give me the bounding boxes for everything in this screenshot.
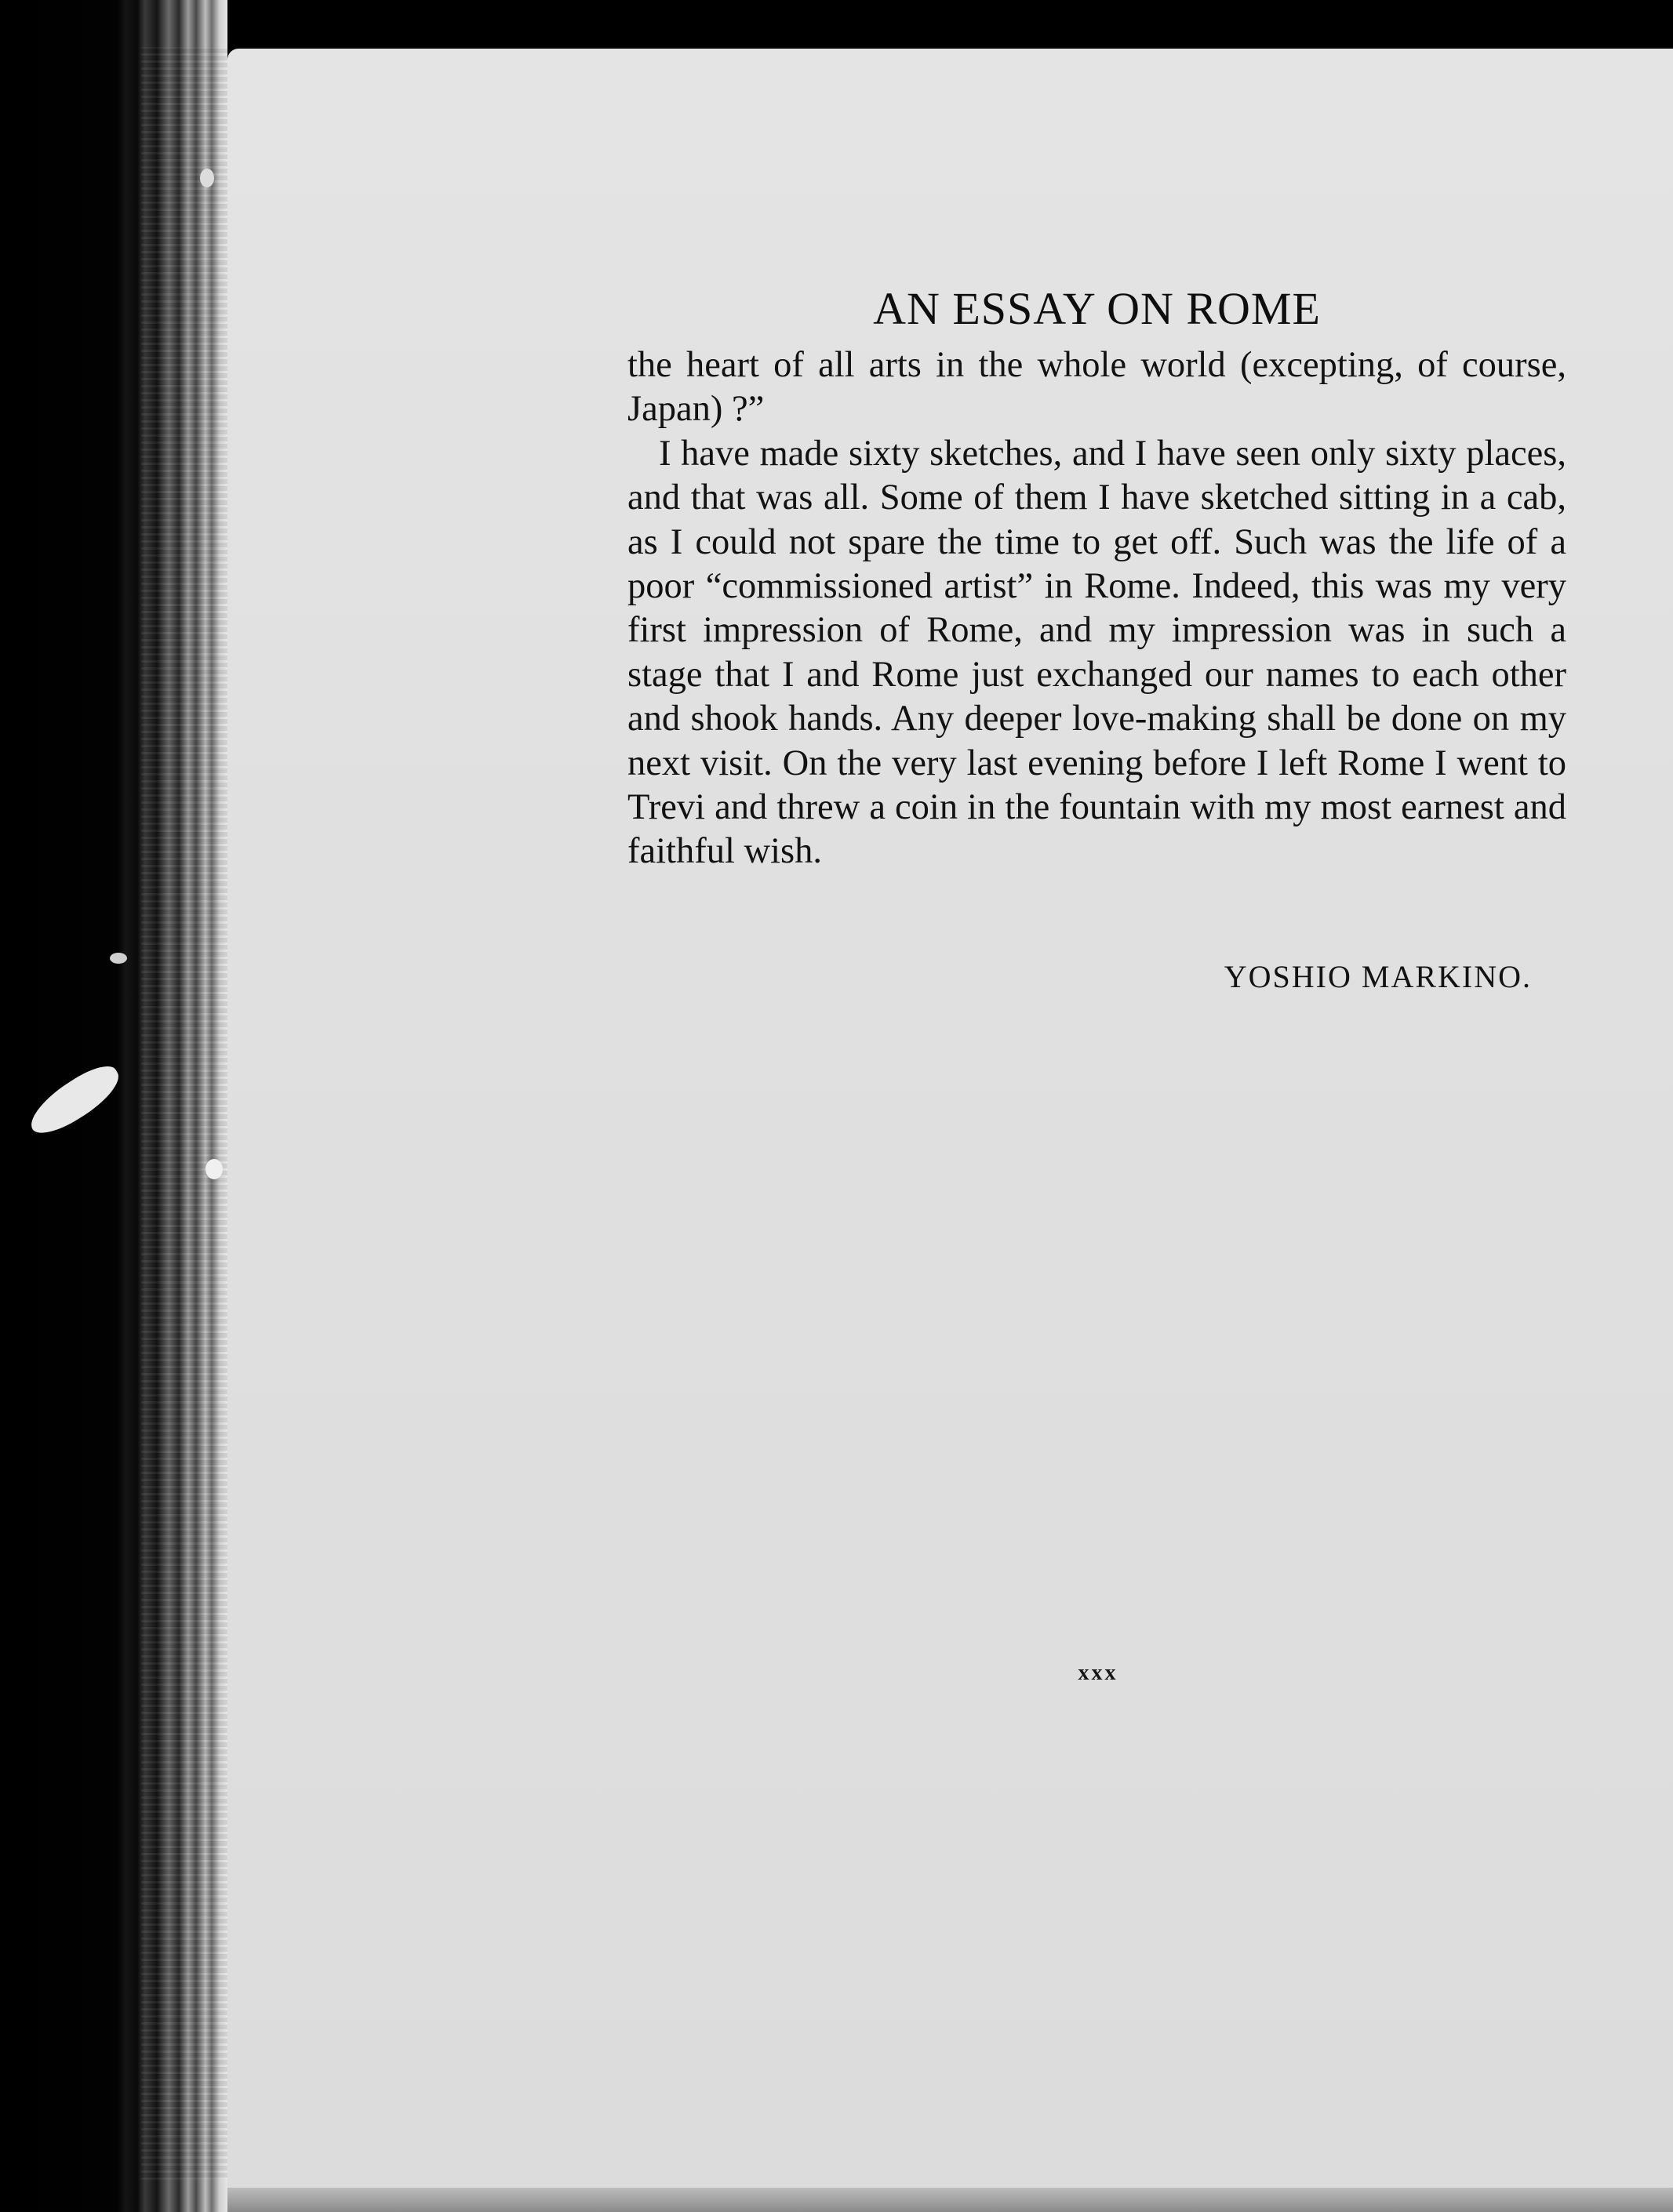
top-shadow [0, 0, 1673, 49]
paper-speck [110, 953, 127, 964]
page-bottom-edge [227, 2188, 1673, 2212]
paragraph: I have made sixty sketches, and I have seen only sixty places, and that was all. Some of them I have sketched sitting in a cab, as I could not spare the time to get off. Such was the life of a poor “commissioned artist” in Rome. Indeed, this was my very first impression of Rome, and my impression was in such a stage that I and Rome just exchanged our names to each other and shook hands. Any deeper love-making shall be done on my next visit. On the very last evening before I left Rome I went to Trevi and threw a coin in the fountain with my most earnest and faithful wish. [627, 433, 1566, 872]
page-number: xxx [1078, 1661, 1118, 1685]
edge-notch-top [200, 169, 214, 187]
body-text [627, 343, 1566, 874]
running-head: AN ESSAY ON ROME [873, 283, 1321, 334]
author-signature: YOSHIO MARKINO. [1224, 959, 1532, 994]
edge-notch [205, 1159, 223, 1179]
paragraph-continuation: the heart of all arts in the whole world (excepting, of course, Japan) ?” [627, 345, 1566, 430]
binding-texture [141, 47, 227, 2180]
